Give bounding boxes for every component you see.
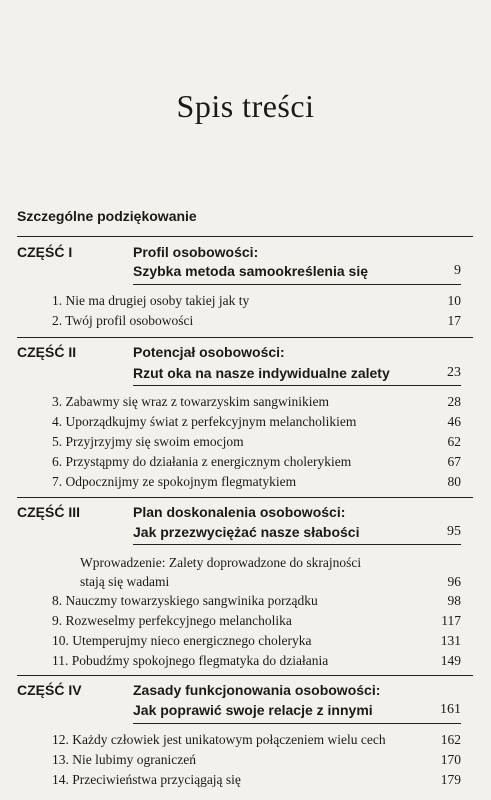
toc-entry: 2. Twój profil osobowości <box>52 313 194 328</box>
part-title: Plan doskonalenia osobowości: <box>133 504 346 520</box>
part-title: Zasady funkcjonowania osobowości: <box>133 682 381 698</box>
toc-entry: 9. Rozweselmy perfekcyjnego melancholika <box>52 613 292 628</box>
part-page-number: 23 <box>447 365 461 380</box>
toc-entry: 10. Utemperujmy nieco energicznego choleryka <box>52 633 312 648</box>
toc-entry-page: 46 <box>447 414 461 429</box>
part-subtitle: Szybka metoda samookreślenia się <box>133 263 368 279</box>
toc-entry-page: 162 <box>440 732 461 747</box>
acknowledgements-heading: Szczególne podziękowanie <box>17 208 197 224</box>
toc-entry-page: 62 <box>447 434 461 449</box>
toc-entry-page: 170 <box>440 752 461 767</box>
part-divider <box>17 236 473 237</box>
toc-entry: 7. Odpocznijmy ze spokojnym flegmatykiem <box>52 474 297 489</box>
toc-entry: 1. Nie ma drugiej osoby takiej jak ty <box>52 293 250 308</box>
toc-entry: 5. Przyjrzyjmy się swoim emocjom <box>52 434 244 449</box>
toc-entry-page: 179 <box>440 772 461 787</box>
part-page-number: 161 <box>440 702 461 717</box>
toc-entry-page: 17 <box>447 313 461 328</box>
toc-entry: 6. Przystąpmy do działania z energicznym cholerykiem <box>52 454 352 469</box>
part-underline <box>133 385 461 386</box>
part-number: CZĘŚĆ IV <box>17 682 82 698</box>
page-title: Spis treści <box>176 88 315 124</box>
toc-entry: 12. Każdy człowiek jest unikatowym połączeniem wielu cech <box>52 732 386 747</box>
toc-entry-page: 149 <box>440 653 461 668</box>
part-number: CZĘŚĆ II <box>17 344 77 360</box>
part-title: Profil osobowości: <box>133 244 259 260</box>
toc-entry: 3. Zabawmy się wraz z towarzyskim sangwinikiem <box>52 394 330 409</box>
part-number: CZĘŚĆ III <box>17 504 81 520</box>
part-divider <box>17 675 473 676</box>
toc-entry-page: 28 <box>447 394 461 409</box>
toc-entry: 8. Nauczmy towarzyskiego sangwinika porządku <box>52 593 318 608</box>
part-subtitle: Rzut oka na nasze indywidualne zalety <box>133 365 390 381</box>
toc-entry-page: 96 <box>447 574 461 589</box>
part-underline <box>133 284 461 285</box>
toc-entry: 11. Pobudźmy spokojnego flegmatyka do działania <box>52 653 329 668</box>
toc-entry-page: 131 <box>440 633 461 648</box>
part-underline <box>133 723 461 724</box>
toc-entry: 4. Uporządkujmy świat z perfekcyjnym melancholikiem <box>52 414 357 429</box>
introduction-entry: Wprowadzenie: Zalety doprowadzone do skrajności <box>80 555 362 570</box>
toc-entry-page: 67 <box>447 454 461 469</box>
toc-entry-page: 10 <box>447 293 461 308</box>
introduction-entry-continued: stają się wadami <box>80 574 170 589</box>
part-divider <box>17 497 473 498</box>
toc-entry-page: 80 <box>447 474 461 489</box>
part-divider <box>17 337 473 338</box>
toc-entry-page: 117 <box>441 613 461 628</box>
toc-entry-page: 98 <box>447 593 461 608</box>
part-page-number: 95 <box>447 524 461 539</box>
part-underline <box>133 544 461 545</box>
part-subtitle: Jak poprawić swoje relacje z innymi <box>133 702 373 718</box>
part-number: CZĘŚĆ I <box>17 244 73 260</box>
part-subtitle: Jak przezwyciężać nasze słabości <box>133 524 360 540</box>
part-page-number: 9 <box>454 263 461 278</box>
toc-entry: 13. Nie lubimy ograniczeń <box>52 752 196 767</box>
part-title: Potencjał osobowości: <box>133 344 285 360</box>
toc-entry: 14. Przeciwieństwa przyciągają się <box>52 772 241 787</box>
